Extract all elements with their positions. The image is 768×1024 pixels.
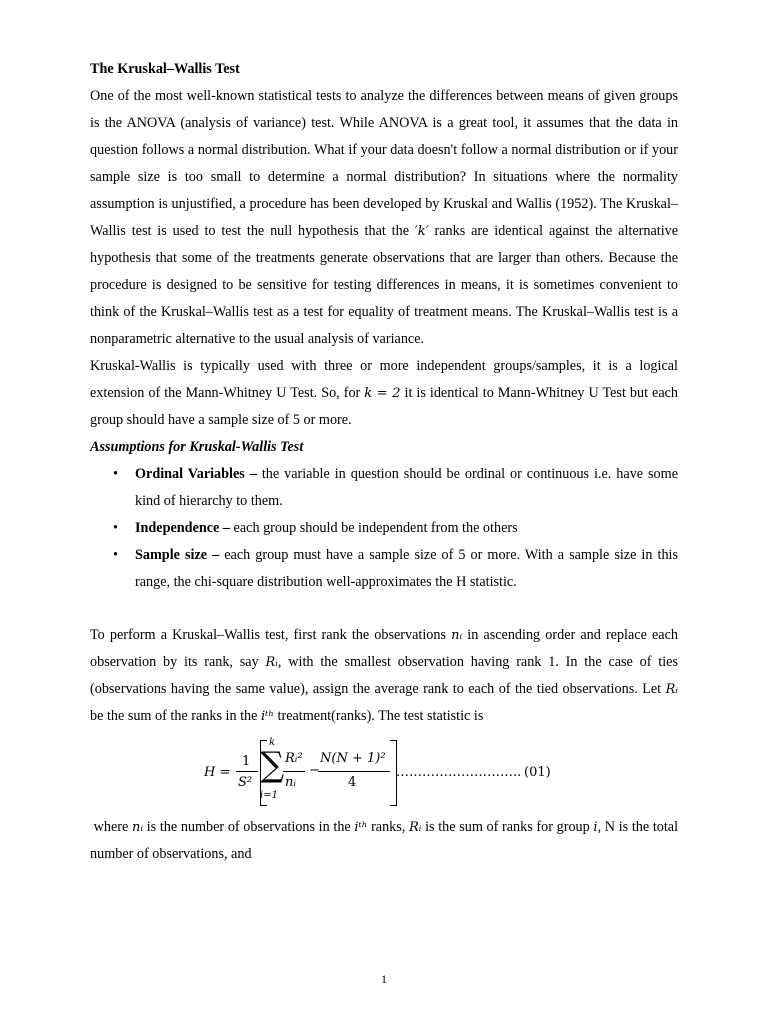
formula-denominator: 4: [348, 775, 357, 790]
para4-text: ranks,: [371, 819, 406, 835]
para3-text: To perform a Kruskal–Wallis test, first rank the observations: [90, 627, 447, 643]
equation-number: (01): [524, 765, 551, 780]
section-title: The Kruskal–Wallis Test: [90, 61, 240, 77]
assumption-term: Ordinal Variables –: [135, 466, 257, 482]
para4-text: , N is the total number of observations, and: [90, 819, 679, 862]
h-statistic-formula: [90, 738, 678, 810]
math-r-i: Rᵢ: [665, 682, 678, 697]
assumption-item: [135, 542, 678, 596]
para3-text: treatment(ranks). The test statistic is: [277, 708, 484, 724]
sum-upper-limit: k: [269, 737, 276, 748]
para3-text: , with the smallest observation having rank 1. In the case of ties (observations having the same value), assign the average rank to each of the tied observations. Let: [90, 654, 678, 697]
para2-text-b: it is identical to Mann-Whitney U Test but each group should have a sample size of 5 or more.: [90, 385, 679, 428]
spacer: [90, 596, 678, 622]
formula-minus: −: [309, 763, 320, 778]
mann-whitney-paragraph: [90, 353, 678, 434]
fraction-bar: [236, 771, 258, 772]
intro-text-rest: ranks are identical against the alternative hypothesis that some of the treatments generate observations that are larger than others. Because the procedure is designed to be sensitive for testing differences in means, it is sometimes convenient to think of the Kruskal–Wallis test as a test for equality of treatment means. The Kruskal–Wallis test is a nonparametric alternative to the usual analysis of variance.: [90, 223, 679, 347]
fraction-bar: [283, 771, 305, 772]
para4-text: where: [93, 819, 129, 835]
assumptions-list: [90, 461, 678, 596]
formula-s-squared: S²: [238, 775, 253, 790]
para3-text: in ascending order and replace each observation by its rank, say: [90, 627, 678, 670]
formula-lhs: H =: [204, 765, 231, 780]
sum-lower-limit: i=1: [260, 790, 278, 801]
fraction-bar: [318, 771, 390, 772]
para2-text-a: Kruskal-Wallis is typically used with three or more independent groups/samples, it is a logical extension of the Mann-Whitney U Test. So, for: [90, 358, 678, 401]
intro-paragraph: [90, 83, 678, 353]
math-i-th: iᵗʰ: [261, 709, 274, 724]
sigma-symbol: ∑: [260, 745, 285, 785]
math-r-i: Rᵢ: [409, 820, 422, 835]
definitions-paragraph: [90, 814, 678, 868]
formula-r-i-squared: Rᵢ²: [285, 751, 303, 766]
math-k-equals-2: k = 2: [364, 386, 401, 401]
formula-n-i: nᵢ: [285, 775, 296, 790]
math-i: i: [593, 820, 598, 835]
formula-one: 1: [242, 754, 251, 769]
math-n-i: nᵢ: [451, 628, 463, 643]
math-n-i: nᵢ: [132, 820, 144, 835]
para4-text: is the sum of ranks for group: [425, 819, 590, 835]
assumption-item: [135, 461, 678, 515]
procedure-paragraph: [90, 622, 678, 730]
intro-text: One of the most well-known statistical tests to analyze the differences between means of given groups is the ANOVA (analysis of variance) test. While ANOVA is a great tool, it assumes that the data in question follows a normal distribution. What if your data doesn't follow a normal distribution or if your sample size is too small to determine a normal distribution? In situations where the normality assumption is unjustified, a procedure has been developed by Kruskal and Wallis (1952). The Kruskal–Wallis test is used to test the null hypothesis that the: [90, 88, 678, 239]
para4-text: is the number of observations in the: [146, 819, 351, 835]
assumption-text: each group should be independent from the others: [233, 520, 518, 536]
assumption-text: each group must have a sample size of 5 or more. With a sample size in this range, the chi-square distribution well-approximates the H statistic.: [135, 547, 679, 590]
page-number: 1: [381, 972, 387, 986]
assumptions-heading: Assumptions for Kruskal-Wallis Test: [90, 439, 304, 455]
math-k: ′k′: [414, 224, 429, 239]
math-i-th: iᵗʰ: [354, 820, 368, 835]
formula-numerator: N(N + 1)²: [320, 751, 386, 766]
document-page: [90, 56, 678, 868]
assumption-term: Independence –: [135, 520, 230, 536]
assumption-item: [135, 515, 678, 542]
para3-text: be the sum of the ranks in the: [90, 708, 258, 724]
math-r-i: Rᵢ: [265, 655, 278, 670]
assumption-term: Sample size –: [135, 547, 220, 563]
formula-dots: ………………………..: [396, 765, 522, 780]
assumption-text: the variable in question should be ordinal or continuous i.e. have some kind of hierarchy to them.: [135, 466, 678, 509]
